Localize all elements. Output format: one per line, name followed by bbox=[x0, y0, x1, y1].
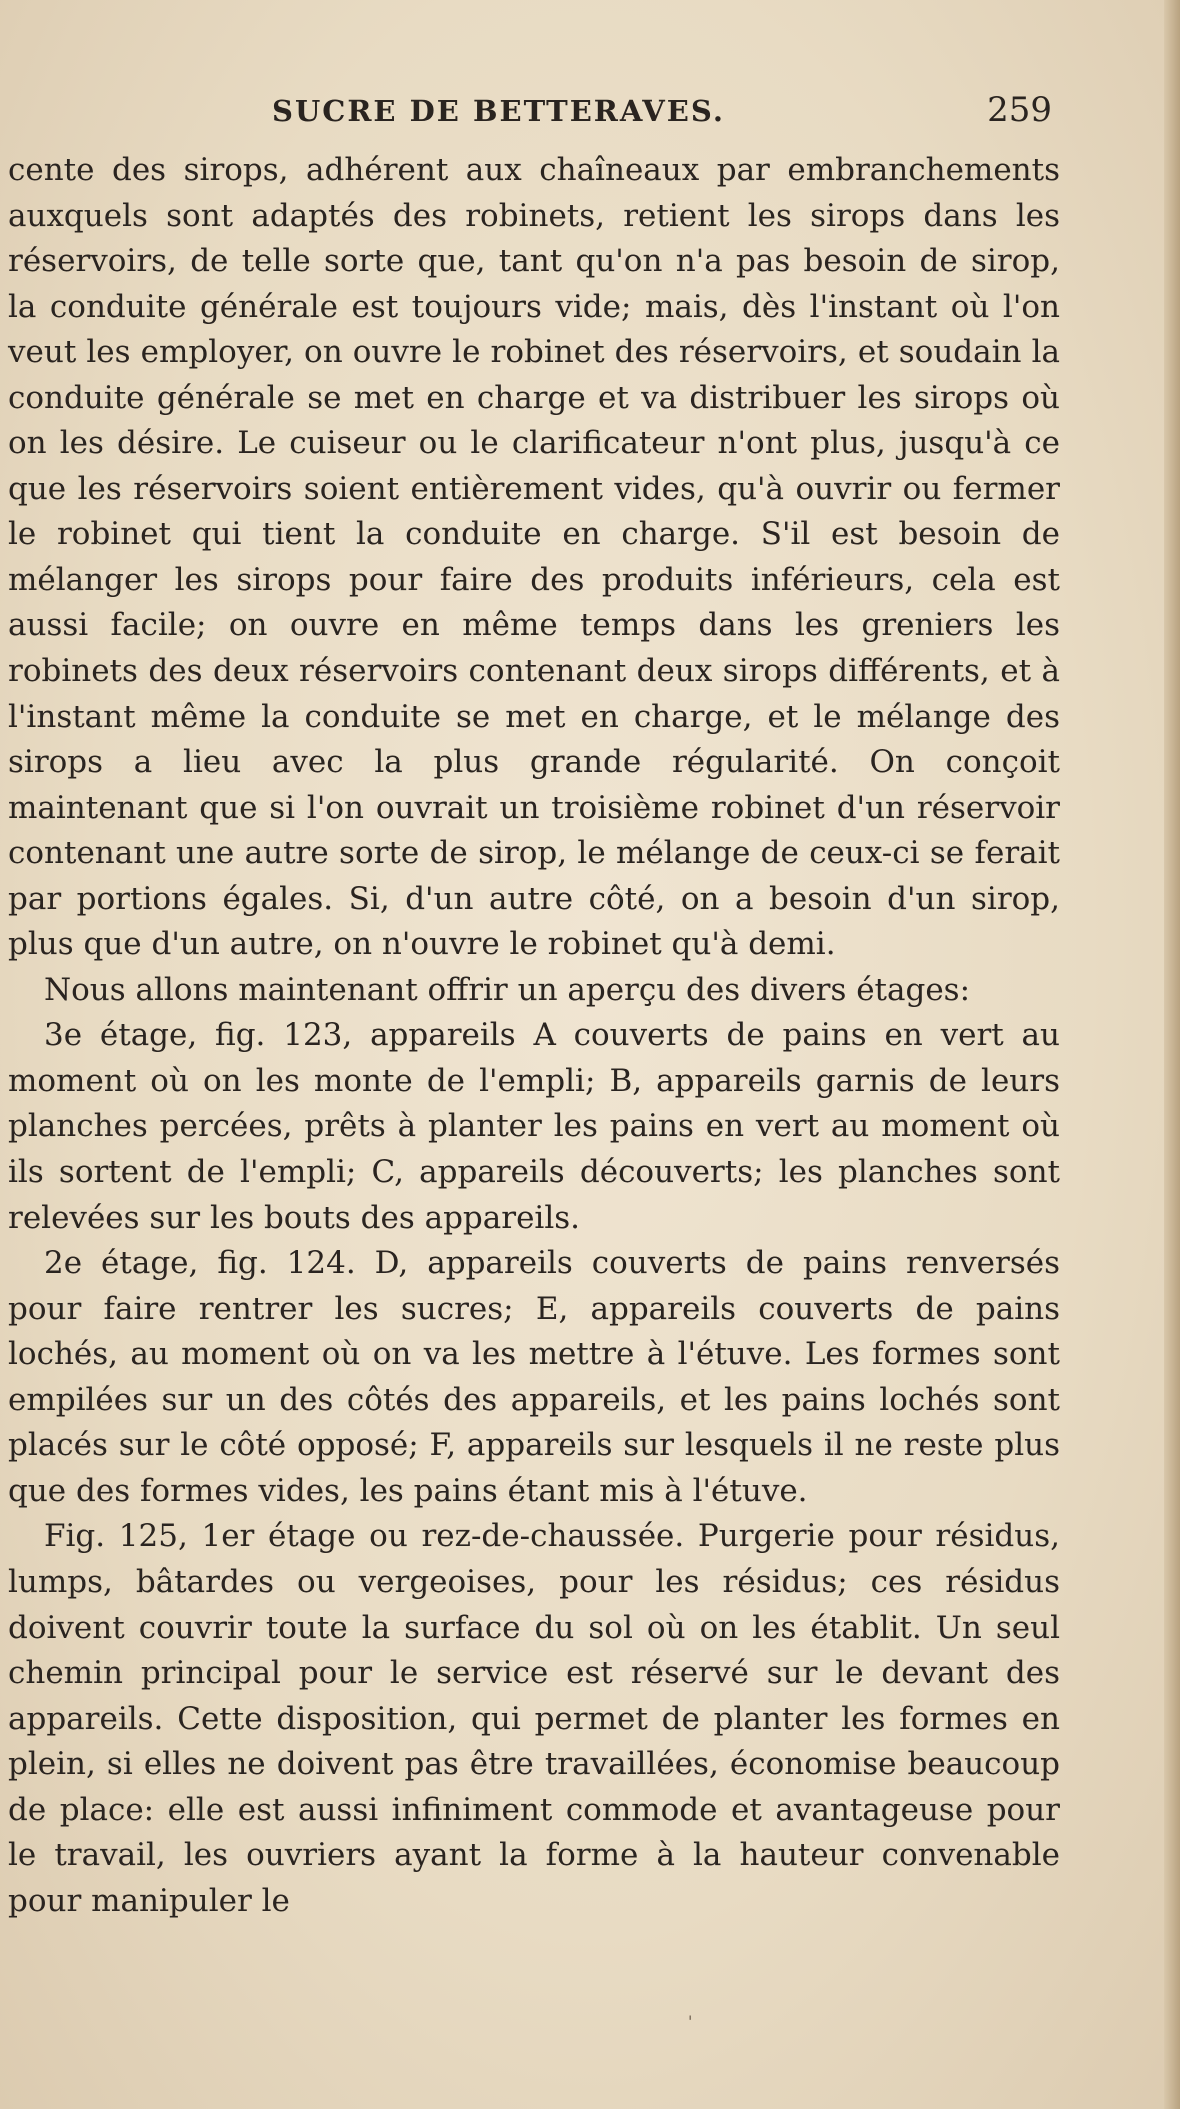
footer-mark: ' bbox=[688, 2012, 693, 2031]
page-edge-shadow bbox=[1164, 0, 1180, 2109]
running-title: SUCRE DE BETTERAVES. bbox=[272, 94, 725, 128]
paragraph-floors-intro: Nous allons maintenant offrir un aperçu des divers étages: bbox=[44, 971, 971, 1008]
body-text bbox=[8, 148, 1060, 1924]
paragraph-second-floor: 2e étage, fig. 124. D, appareils couverts de pains renversés pour faire rentrer les sucres; E, appareils couverts de pains lochés, au moment où on va les mettre à l'étuve. Les formes sont empilées sur un des côtés des appareils, et les pains lochés sont placés sur le côté opposé; F, appareils sur lesquels il ne reste plus que des formes vides, les pains étant mis à l'étuve. bbox=[8, 1245, 1060, 1509]
paragraph-ground-floor: Fig. 125, 1er étage ou rez-de-chaussée. Purgerie pour résidus, lumps, bâtardes ou vergeoises, pour les résidus; ces résidus doivent couvrir toute la surface du sol où on les établit. Un seul chemin principal pour le service est réservé sur le devant des appareils. Cette disposition, qui permet de planter les formes en plein, si elles ne doivent pas être travaillées, économise beaucoup de place: elle est aussi infiniment commode et avantageuse pour le travail, les ouvriers ayant la forme à la hauteur convenable pour manipuler le bbox=[8, 1518, 1060, 1919]
paragraph-syrup-distribution: cente des sirops, adhérent aux chaîneaux par embranchements auxquels sont adaptés des robinets, retient les sirops dans les réservoirs, de telle sorte que, tant qu'on n'a pas besoin de sirop, la conduite générale est toujours vide; mais, dès l'instant où l'on veut les employer, on ouvre le robinet des réservoirs, et soudain la conduite générale se met en charge et va distribuer les sirops où on les désire. Le cuiseur ou le clarificateur n'ont plus, jusqu'à ce que les réservoirs soient entièrement vides, qu'à ouvrir ou fermer le robinet qui tient la conduite en charge. S'il est besoin de mélanger les sirops pour faire des produits inférieurs, cela est aussi facile; on ouvre en même temps dans les greniers les robinets des deux réservoirs contenant deux sirops différents, et à l'instant même la conduite se met en charge, et le mélange des sirops a lieu avec la plus grande régularité. On conçoit maintenant que si l'on ouvrait un troisième robinet d'un réservoir contenant une autre sorte de sirop, le mélange de ceux-ci se ferait par portions égales. Si, d'un autre côté, on a besoin d'un sirop, plus que d'un autre, on n'ouvre le robinet qu'à demi. bbox=[8, 152, 1060, 963]
paragraph-third-floor: 3e étage, fig. 123, appareils A couverts de pains en vert au moment où on les monte de l'empli; B, appareils garnis de leurs planches percées, prêts à planter les pains en vert au moment où ils sortent de l'empli; C, appareils découverts; les planches sont relevées sur les bouts des appareils. bbox=[8, 1017, 1060, 1236]
page-number: 259 bbox=[987, 90, 1052, 130]
page-header bbox=[12, 88, 1052, 138]
